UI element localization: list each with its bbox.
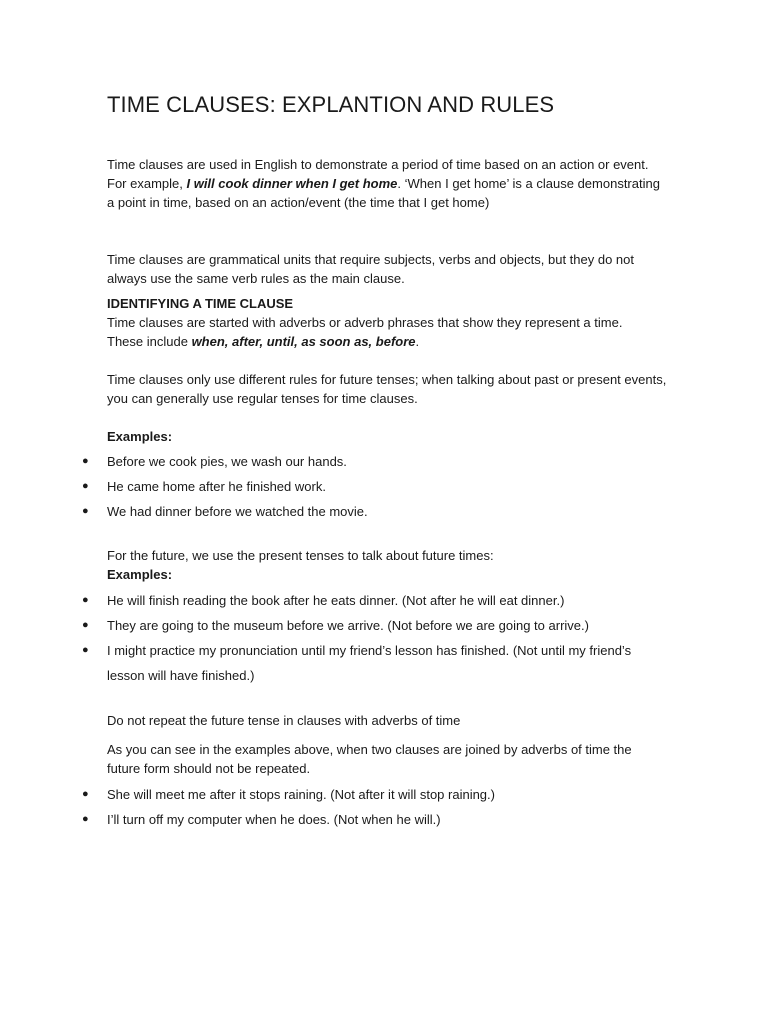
future-intro: For the future, we use the present tenses to talk about future times:: [107, 548, 494, 563]
examples-label-2: Examples:: [107, 567, 173, 582]
examples-list-3: [0, 782, 700, 832]
intro-line: Time clauses are used in English to demonstrate a period of time based on an action or event.: [107, 157, 649, 172]
identifying-line1: Time clauses are started with adverbs or adverb phrases that show they represent a time.: [107, 315, 623, 330]
repeat-paragraph: As you can see in the examples above, when two clauses are joined by adverbs of time the future form should not be repeated.: [107, 742, 632, 776]
future-rules-paragraph: Time clauses only use different rules for future tenses; when talking about past or present events, you can generally use regular tenses for time clauses.: [107, 372, 667, 406]
identifying-adverbs: when, after, until, as soon as, before: [191, 334, 416, 349]
list-item: ● She will meet me after it stops raining. (Not after it will stop raining.): [0, 782, 700, 807]
bullet-icon: ●: [82, 619, 89, 631]
page-title: TIME CLAUSES: EXPLANTION AND RULES: [107, 92, 555, 117]
bullet-icon: ●: [82, 644, 89, 656]
bullet-icon: ●: [82, 505, 89, 517]
bullet-icon: ●: [82, 813, 89, 825]
identifying-line2: [107, 332, 667, 351]
bullet-icon: ●: [82, 480, 89, 492]
bullet-icon: ●: [82, 594, 89, 606]
identifying-line2-suffix: .: [415, 334, 420, 349]
examples-list-1: [0, 449, 700, 524]
intro-example-suffix: . ‘When I get home’ is a clause demonstrating a point in time, based on an action/event (the time that I get home): [107, 176, 660, 210]
future-section: [107, 546, 667, 584]
bullet-icon: ●: [82, 455, 89, 467]
intro-example: [107, 174, 667, 212]
list-item: ● They are going to the museum before we arrive. (Not before we are going to arrive.): [0, 613, 700, 638]
list-item: ● I’ll turn off my computer when he does. (Not when he will.): [0, 807, 700, 832]
bullet-icon: ●: [82, 788, 89, 800]
list-item: ● I might practice my pronunciation until my friend’s lesson has finished. (Not until my friend’s lesson will have finished.): [0, 638, 700, 688]
examples-list-2: [0, 588, 700, 688]
list-item: ● Before we cook pies, we wash our hands.: [0, 449, 700, 474]
identifying-section: [107, 294, 667, 351]
intro-example-sentence: I will cook dinner when I get home: [186, 176, 398, 191]
examples-label-1: Examples:: [107, 429, 173, 444]
list-item: ● He will finish reading the book after he eats dinner. (Not after he will eat dinner.): [0, 588, 700, 613]
identifying-heading: IDENTIFYING A TIME CLAUSE: [107, 296, 294, 311]
units-paragraph: Time clauses are grammatical units that require subjects, verbs and objects, but they do not always use the same verb rules as the main clause.: [107, 252, 635, 286]
intro-example-prefix: For example,: [107, 176, 187, 191]
intro-paragraph: [107, 155, 667, 212]
list-item: ● We had dinner before we watched the movie.: [0, 499, 700, 524]
list-item: ● He came home after he finished work.: [0, 474, 700, 499]
repeat-heading: Do not repeat the future tense in clauses with adverbs of time: [107, 713, 461, 728]
identifying-line2-prefix: These include: [107, 334, 192, 349]
